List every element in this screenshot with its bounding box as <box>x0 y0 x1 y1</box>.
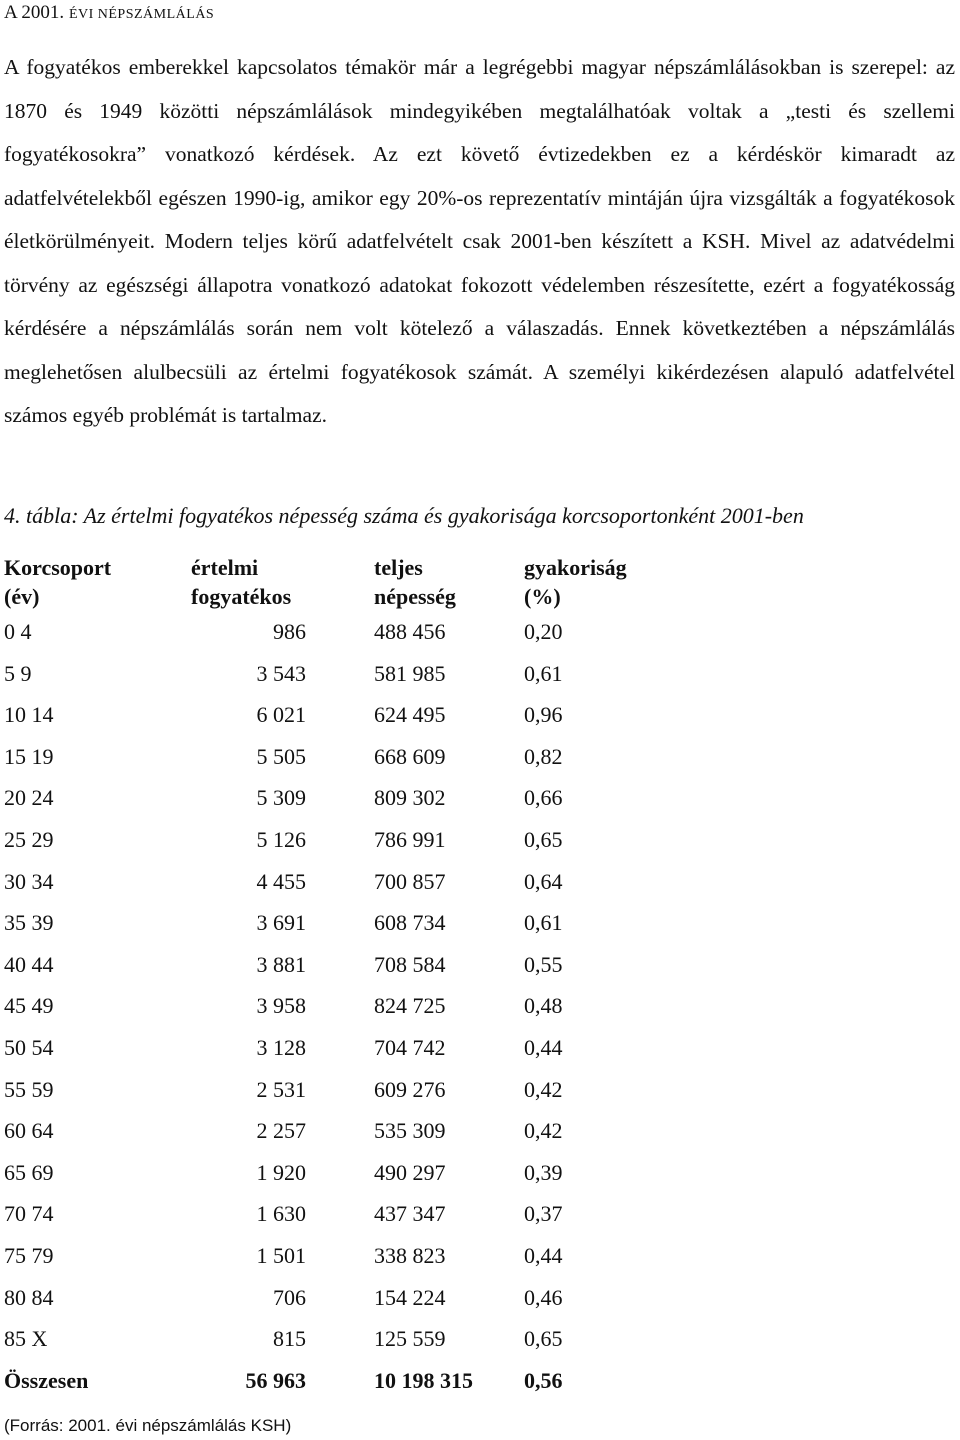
cell-age-group: 55 59 <box>4 1076 54 1102</box>
cell-intellectual-disability: 6 021 <box>256 702 306 728</box>
table-row <box>4 985 664 1027</box>
cell-age-group: 5 9 <box>4 660 32 686</box>
section-heading <box>4 0 214 26</box>
cell-age-group: 30 34 <box>4 868 54 894</box>
cell-frequency: 0,66 <box>524 785 563 811</box>
cell-total-population: 700 857 <box>374 868 446 894</box>
intro-paragraph: A fogyatékos emberekkel kapcsolatos témakör már a legrégebbi magyar népszámlálásokban is szerepel: az 1870 és 1949 közötti népszámlálások mindegyikében megtalálhatóak voltak a „testi és szellemi fogyatékosokra” vonatkozó kérdések. Az ezt követő évtizedekben ez a kérdéskör kimaradt az adatfelvételekből egészen 1990-ig, amikor egy 20%-os reprezentatív mintáján újra vizsgálták a fogyatékosok életkörülményeit. Modern teljes körű adatfelvételt csak 2001-ben készített a KSH. Mivel az adatvédelmi törvény az egészségi állapotra vonatkozó adatokat fokozott védelemben részesítette, ezért a fogyatékosság kérdésére a népszámlálás során nem volt kötelező a válaszadás. Ennek következtében a népszámlálás meglehetősen alulbecsüli az értelmi fogyatékosok számát. A személyi kikérdezésen alapuló adatfelvétel számos egyéb problémát is tartalmaz. <box>4 55 955 427</box>
cell-total-population: 125 559 <box>374 1326 446 1352</box>
cell-total-population: 154 224 <box>374 1284 446 1310</box>
cell-frequency: 0,82 <box>524 743 563 769</box>
cell-intellectual-disability: 3 881 <box>256 951 306 977</box>
table-row <box>4 944 664 986</box>
cell-age-group: 50 54 <box>4 1034 54 1060</box>
cell-frequency: 0,42 <box>524 1076 563 1102</box>
table-row <box>4 1277 664 1319</box>
cell-age-group: 35 39 <box>4 910 54 936</box>
cell-intellectual-disability: 1 630 <box>256 1201 306 1227</box>
cell-total-population: 608 734 <box>374 910 446 936</box>
table-row <box>4 1027 664 1069</box>
total-intellectual-disability: 56 963 <box>245 1367 306 1393</box>
total-frequency: 0,56 <box>524 1367 563 1393</box>
cell-frequency: 0,61 <box>524 910 563 936</box>
table-row <box>4 1152 664 1194</box>
cell-intellectual-disability: 2 531 <box>256 1076 306 1102</box>
cell-age-group: 65 69 <box>4 1159 54 1185</box>
cell-frequency: 0,42 <box>524 1118 563 1144</box>
cell-frequency: 0,61 <box>524 660 563 686</box>
table-row <box>4 777 664 819</box>
cell-frequency: 0,46 <box>524 1284 563 1310</box>
cell-intellectual-disability: 986 <box>273 619 306 644</box>
cell-frequency: 0,37 <box>524 1201 563 1227</box>
cell-total-population: 786 991 <box>374 826 446 852</box>
age-group-table <box>4 553 664 1401</box>
cell-total-population: 490 297 <box>374 1159 446 1185</box>
table-row <box>4 611 664 653</box>
cell-intellectual-disability: 1 920 <box>256 1159 306 1185</box>
cell-frequency: 0,44 <box>524 1034 563 1060</box>
cell-age-group: 10 14 <box>4 702 54 728</box>
cell-total-population: 488 456 <box>374 619 446 644</box>
table-caption-text: Az értelmi fogyatékos népesség száma és gyakorisága korcsoportonként 2001-ben <box>78 503 804 528</box>
cell-intellectual-disability: 706 <box>273 1284 306 1310</box>
cell-frequency: 0,96 <box>524 702 563 728</box>
cell-intellectual-disability: 5 309 <box>256 785 306 811</box>
cell-age-group: 0 4 <box>4 619 32 644</box>
cell-age-group: 20 24 <box>4 785 54 811</box>
table-row <box>4 902 664 944</box>
table-row <box>4 1235 664 1277</box>
cell-intellectual-disability: 2 257 <box>256 1118 306 1144</box>
cell-intellectual-disability: 3 958 <box>256 993 306 1019</box>
table-row <box>4 1110 664 1152</box>
cell-age-group: 60 64 <box>4 1118 54 1144</box>
header-frequency: gyakoriság (%) <box>524 555 627 609</box>
cell-intellectual-disability: 3 691 <box>256 910 306 936</box>
cell-frequency: 0,48 <box>524 993 563 1019</box>
cell-age-group: 85 X <box>4 1326 48 1352</box>
cell-total-population: 624 495 <box>374 702 446 728</box>
cell-frequency: 0,55 <box>524 951 563 977</box>
cell-age-group: 80 84 <box>4 1284 54 1310</box>
section-heading-main: A 2001. <box>4 2 69 23</box>
table-total-row <box>4 1360 664 1402</box>
cell-total-population: 824 725 <box>374 993 446 1019</box>
table-body <box>4 611 664 1401</box>
cell-frequency: 0,64 <box>524 868 563 894</box>
table-caption-number: 4. tábla: <box>4 503 79 528</box>
cell-intellectual-disability: 5 126 <box>256 826 306 852</box>
cell-intellectual-disability: 1 501 <box>256 1242 306 1268</box>
table-row <box>4 819 664 861</box>
cell-intellectual-disability: 3 128 <box>256 1034 306 1060</box>
total-label: Összesen <box>4 1367 89 1393</box>
table-row <box>4 653 664 695</box>
cell-total-population: 704 742 <box>374 1034 446 1060</box>
header-total-population: teljes népesség <box>374 555 456 609</box>
cell-age-group: 15 19 <box>4 743 54 769</box>
table-row <box>4 1069 664 1111</box>
header-intellectual-disability: értelmi fogyatékos <box>191 555 292 609</box>
cell-frequency: 0,39 <box>524 1159 563 1185</box>
table-row <box>4 861 664 903</box>
cell-total-population: 609 276 <box>374 1076 446 1102</box>
cell-age-group: 45 49 <box>4 993 54 1019</box>
cell-total-population: 708 584 <box>374 951 446 977</box>
header-age-group: Korcsoport (év) <box>4 555 112 609</box>
table-row <box>4 694 664 736</box>
cell-age-group: 40 44 <box>4 951 54 977</box>
cell-frequency: 0,20 <box>524 619 563 644</box>
cell-intellectual-disability: 815 <box>273 1326 306 1352</box>
table-caption <box>4 496 804 536</box>
cell-total-population: 338 823 <box>374 1242 446 1268</box>
cell-total-population: 437 347 <box>374 1201 446 1227</box>
cell-frequency: 0,65 <box>524 826 563 852</box>
table-row <box>4 1318 664 1360</box>
cell-total-population: 809 302 <box>374 785 446 811</box>
total-population: 10 198 315 <box>374 1367 473 1393</box>
source-note: (Forrás: 2001. évi népszámlálás KSH) <box>4 1416 292 1435</box>
table-row <box>4 1193 664 1235</box>
cell-total-population: 581 985 <box>374 660 446 686</box>
cell-frequency: 0,44 <box>524 1242 563 1268</box>
cell-age-group: 70 74 <box>4 1201 54 1227</box>
cell-age-group: 25 29 <box>4 826 54 852</box>
cell-intellectual-disability: 4 455 <box>256 868 306 894</box>
cell-frequency: 0,65 <box>524 1326 563 1352</box>
cell-total-population: 668 609 <box>374 743 446 769</box>
table-header-row <box>4 553 664 611</box>
cell-intellectual-disability: 3 543 <box>256 660 306 686</box>
cell-intellectual-disability: 5 505 <box>256 743 306 769</box>
section-heading-small-caps: ÉVI NÉPSZÁMLÁLÁS <box>68 7 215 22</box>
cell-age-group: 75 79 <box>4 1242 54 1268</box>
table-row <box>4 736 664 778</box>
cell-total-population: 535 309 <box>374 1118 446 1144</box>
